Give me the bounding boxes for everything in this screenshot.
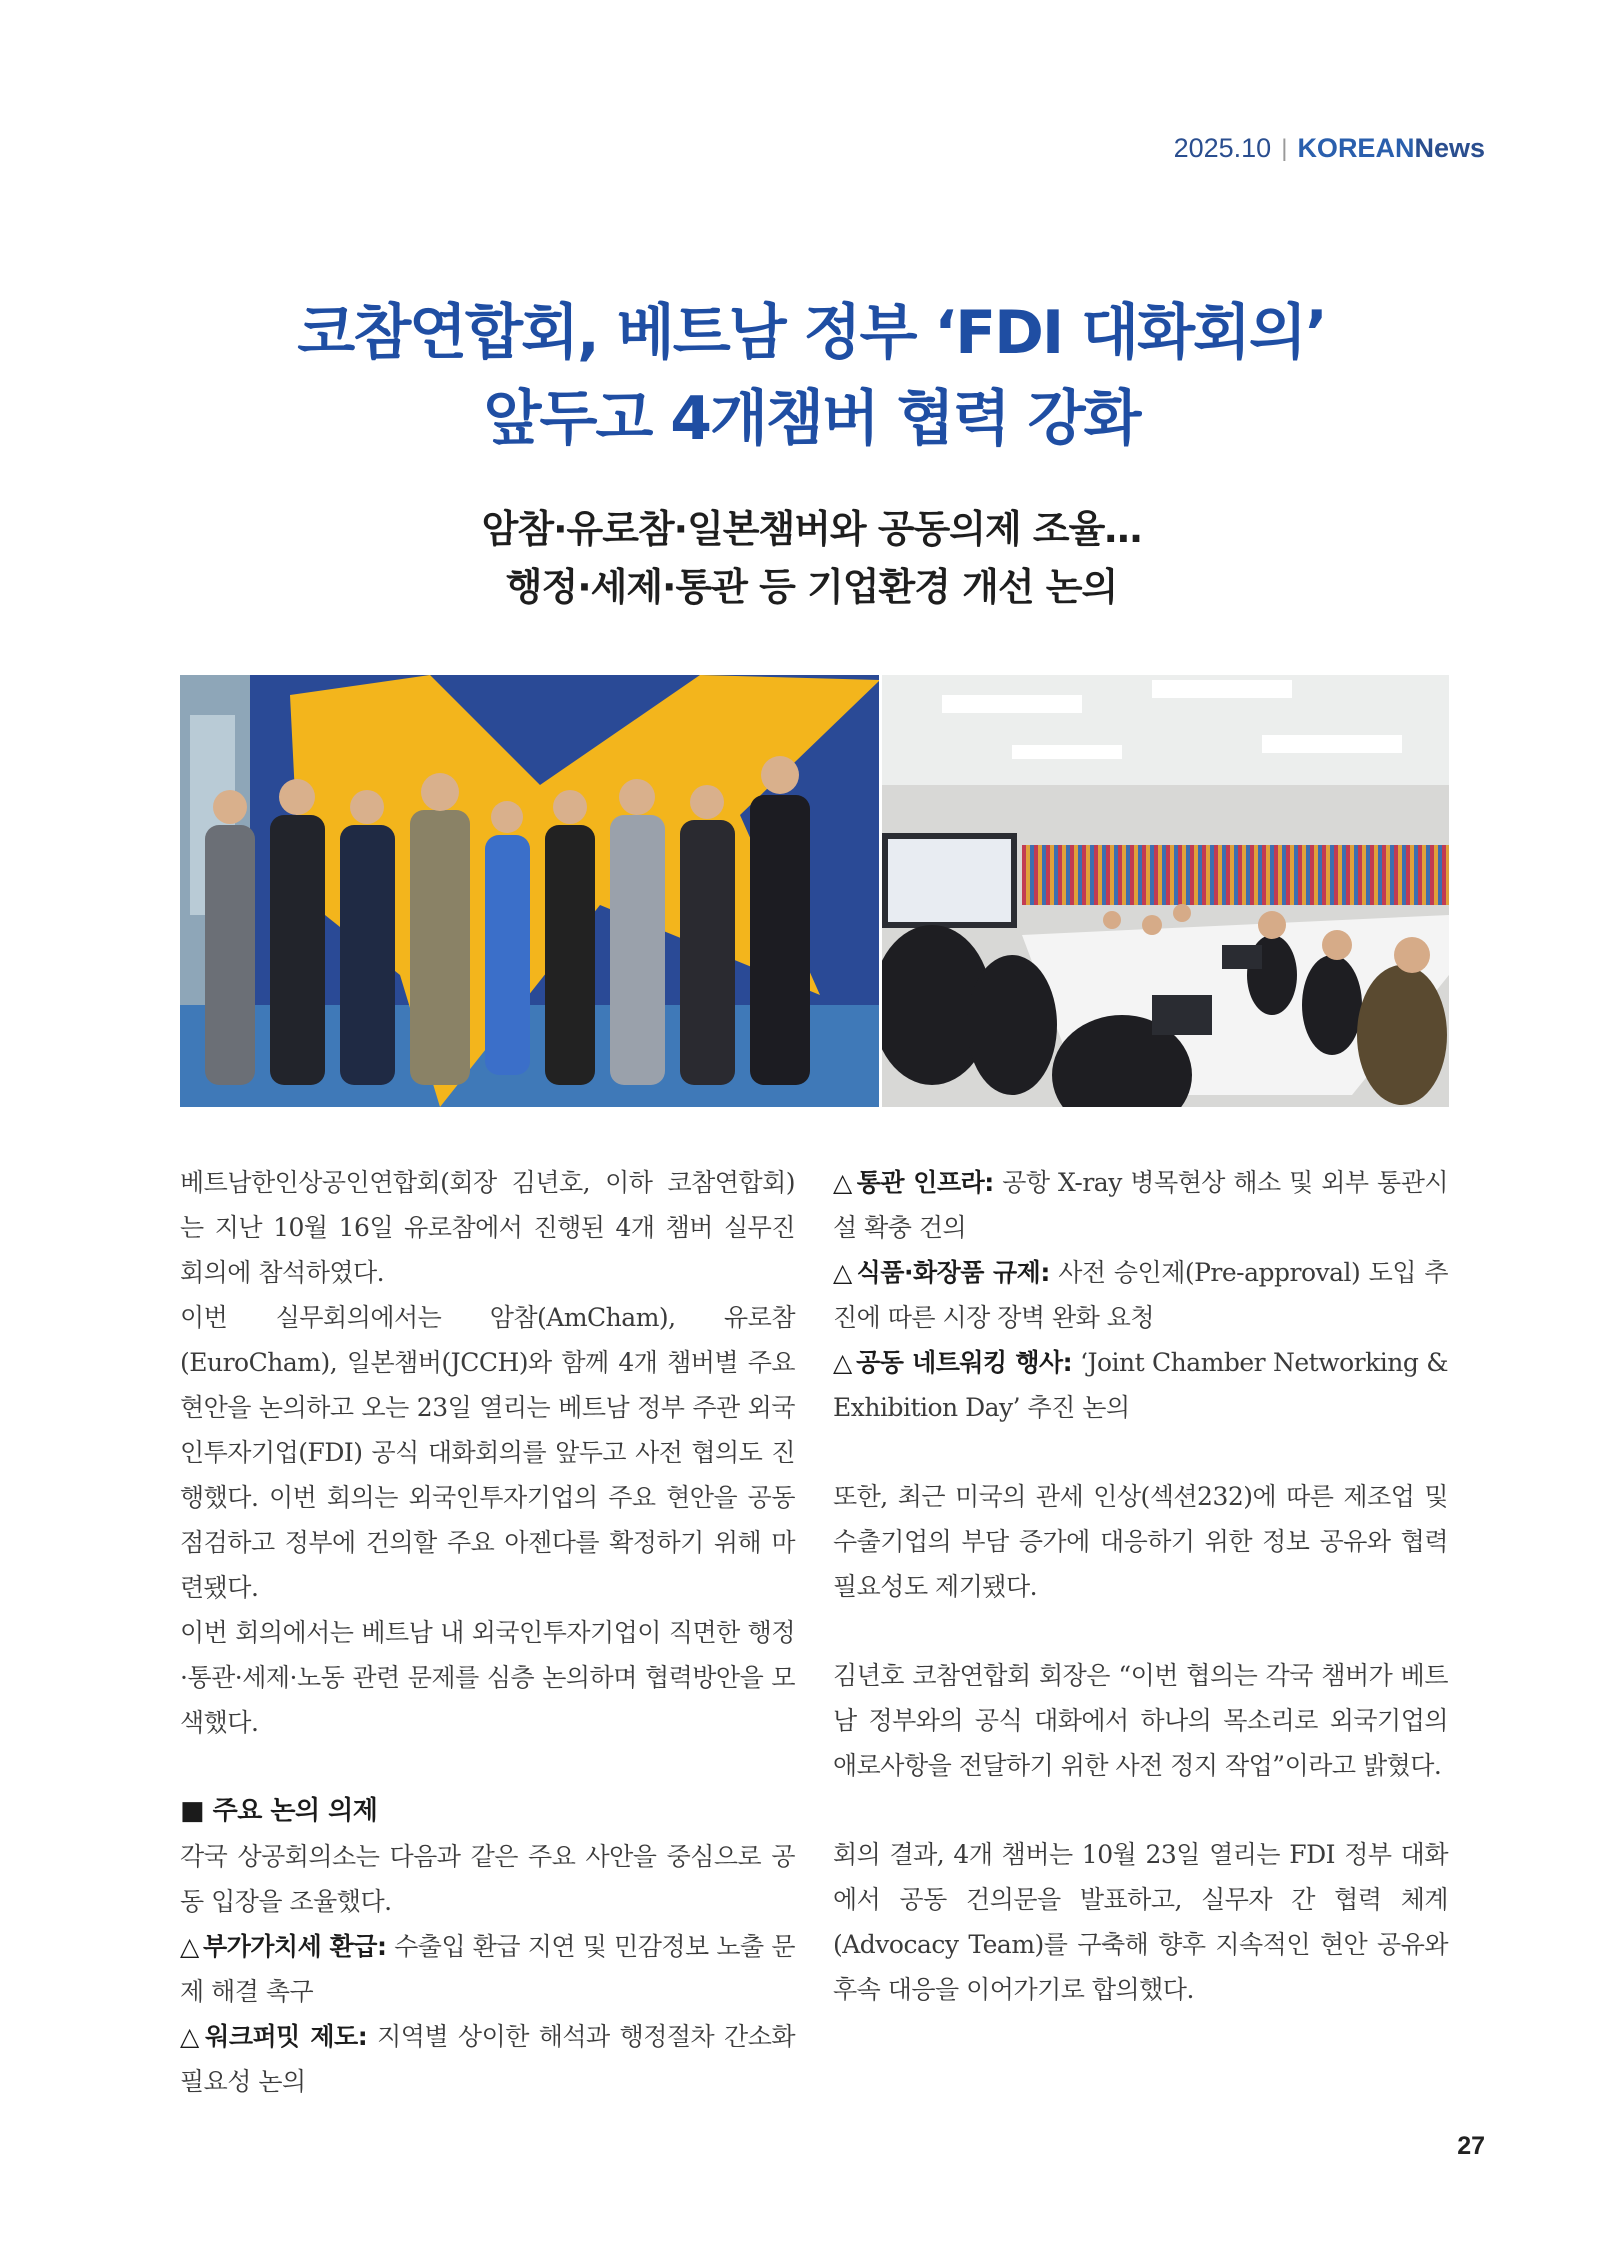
body-paragraph: 김년호 코참연합회 회장은 “이번 협의는 각국 챔버가 베트남 정부와의 공식 대화에서 하나의 목소리로 외국기업의 애로사항을 전달하기 위한 사전 정지 작업”이라고 밝혔다. bbox=[833, 1661, 1448, 1780]
agenda-item bbox=[833, 1250, 1448, 1340]
agenda-item-label: 부가가치세 환급: bbox=[202, 1932, 387, 1961]
title-line-1: 코참연합회, 베트남 정부 ‘FDI 대화회의’ bbox=[297, 298, 1326, 368]
agenda-item-text: 공항 X-ray 병목현상 해소 및 외부 통관시설 확충 건의 bbox=[833, 1168, 1449, 1242]
page-header bbox=[1174, 133, 1485, 164]
triangle-marker-icon: △ bbox=[833, 1258, 853, 1287]
triangle-marker-icon: △ bbox=[180, 2022, 202, 2051]
agenda-item-text: 지역별 상이한 해석과 행정절차 간소화 필요성 논의 bbox=[180, 2022, 796, 2096]
body-paragraph: 회의 결과, 4개 챔버는 10월 23일 열리는 FDI 정부 대화에서 공동 건의문을 발표하고, 실무자 간 협력 체계(Advocacy Team)를 구축해 향후 지속적인 현안 공유와 후속 대응을 이어가기로 합의했다. bbox=[833, 1840, 1448, 2004]
brand-news: News bbox=[1414, 133, 1485, 163]
group-photo bbox=[180, 675, 879, 1107]
title-line-2: 앞두고 4개챔버 협력 강화 bbox=[483, 384, 1140, 454]
agenda-item bbox=[833, 1340, 1448, 1430]
subtitle-line-1: 암참·유로참·일본챔버와 공동의제 조율… bbox=[481, 507, 1142, 551]
triangle-marker-icon: △ bbox=[833, 1168, 853, 1197]
body-paragraph: 또한, 최근 미국의 관세 인상(섹션232)에 따른 제조업 및 수출기업의 부담 증가에 대응하기 위한 정보 공유와 협력 필요성도 제기됐다. bbox=[833, 1482, 1448, 1601]
body-paragraph: 이번 실무회의에서는 암참(AmCham), 유로참(EuroCham), 일본챔버(JCCH)와 함께 4개 챔버별 주요 현안을 논의하고 오는 23일 열리는 베트남 정부 주관 외국인투자기업(FDI) 공식 대화회의를 앞두고 사전 협의도 진행했다. 이번 회의는 외국인투자기업의 주요 현안을 공동 점검하고 정부에 건의할 주요 아젠다를 확정하기 위해 마련됐다. bbox=[180, 1303, 795, 1602]
triangle-marker-icon: △ bbox=[833, 1348, 853, 1377]
agenda-item bbox=[833, 1160, 1448, 1250]
agenda-item-label: 식품·화장품 규제: bbox=[856, 1258, 1050, 1287]
agenda-item-text: 사전 승인제(Pre-approval) 도입 추진에 따른 시장 장벽 완화 요청 bbox=[833, 1258, 1448, 1332]
agenda-item bbox=[180, 1924, 795, 2014]
right-text-column bbox=[833, 1160, 1448, 2012]
left-text-column bbox=[180, 1160, 795, 2104]
section-heading: ■ 주요 논의 의제 bbox=[180, 1796, 378, 1826]
agenda-item-label: 공동 네트워킹 행사: bbox=[856, 1348, 1073, 1377]
agenda-item bbox=[180, 2014, 795, 2104]
body-paragraph: 베트남한인상공인연합회(회장 김년호, 이하 코참연합회)는 지난 10월 16일 유로참에서 진행된 4개 챔버 실무진 회의에 참석하였다. bbox=[180, 1168, 795, 1287]
article-subtitle bbox=[0, 500, 1623, 616]
meeting-photo bbox=[882, 675, 1449, 1107]
brand-korean: KOREAN bbox=[1297, 133, 1415, 163]
body-paragraph: 이번 회의에서는 베트남 내 외국인투자기업이 직면한 행정·통관·세제·노동 관련 문제를 심층 논의하며 협력방안을 모색했다. bbox=[180, 1618, 795, 1737]
section-intro: 각국 상공회의소는 다음과 같은 주요 사안을 중심으로 공동 입장을 조율했다. bbox=[180, 1842, 795, 1916]
article-title bbox=[0, 290, 1623, 462]
triangle-marker-icon: △ bbox=[180, 1932, 199, 1961]
agenda-item-label: 워크퍼밋 제도: bbox=[205, 2022, 368, 2051]
header-separator: | bbox=[1281, 134, 1288, 162]
page-number: 27 bbox=[1457, 2132, 1485, 2160]
subtitle-line-2: 행정·세제·통관 등 기업환경 개선 논의 bbox=[505, 565, 1118, 609]
agenda-item-label: 통관 인프라: bbox=[856, 1168, 994, 1197]
agenda-item-text: ‘Joint Chamber Networking & Exhibition Day’ 추진 논의 bbox=[833, 1348, 1448, 1422]
issue-date: 2025.10 bbox=[1173, 133, 1272, 163]
agenda-item-text: 수출입 환급 지연 및 민감정보 노출 문제 해결 촉구 bbox=[180, 1932, 795, 2006]
